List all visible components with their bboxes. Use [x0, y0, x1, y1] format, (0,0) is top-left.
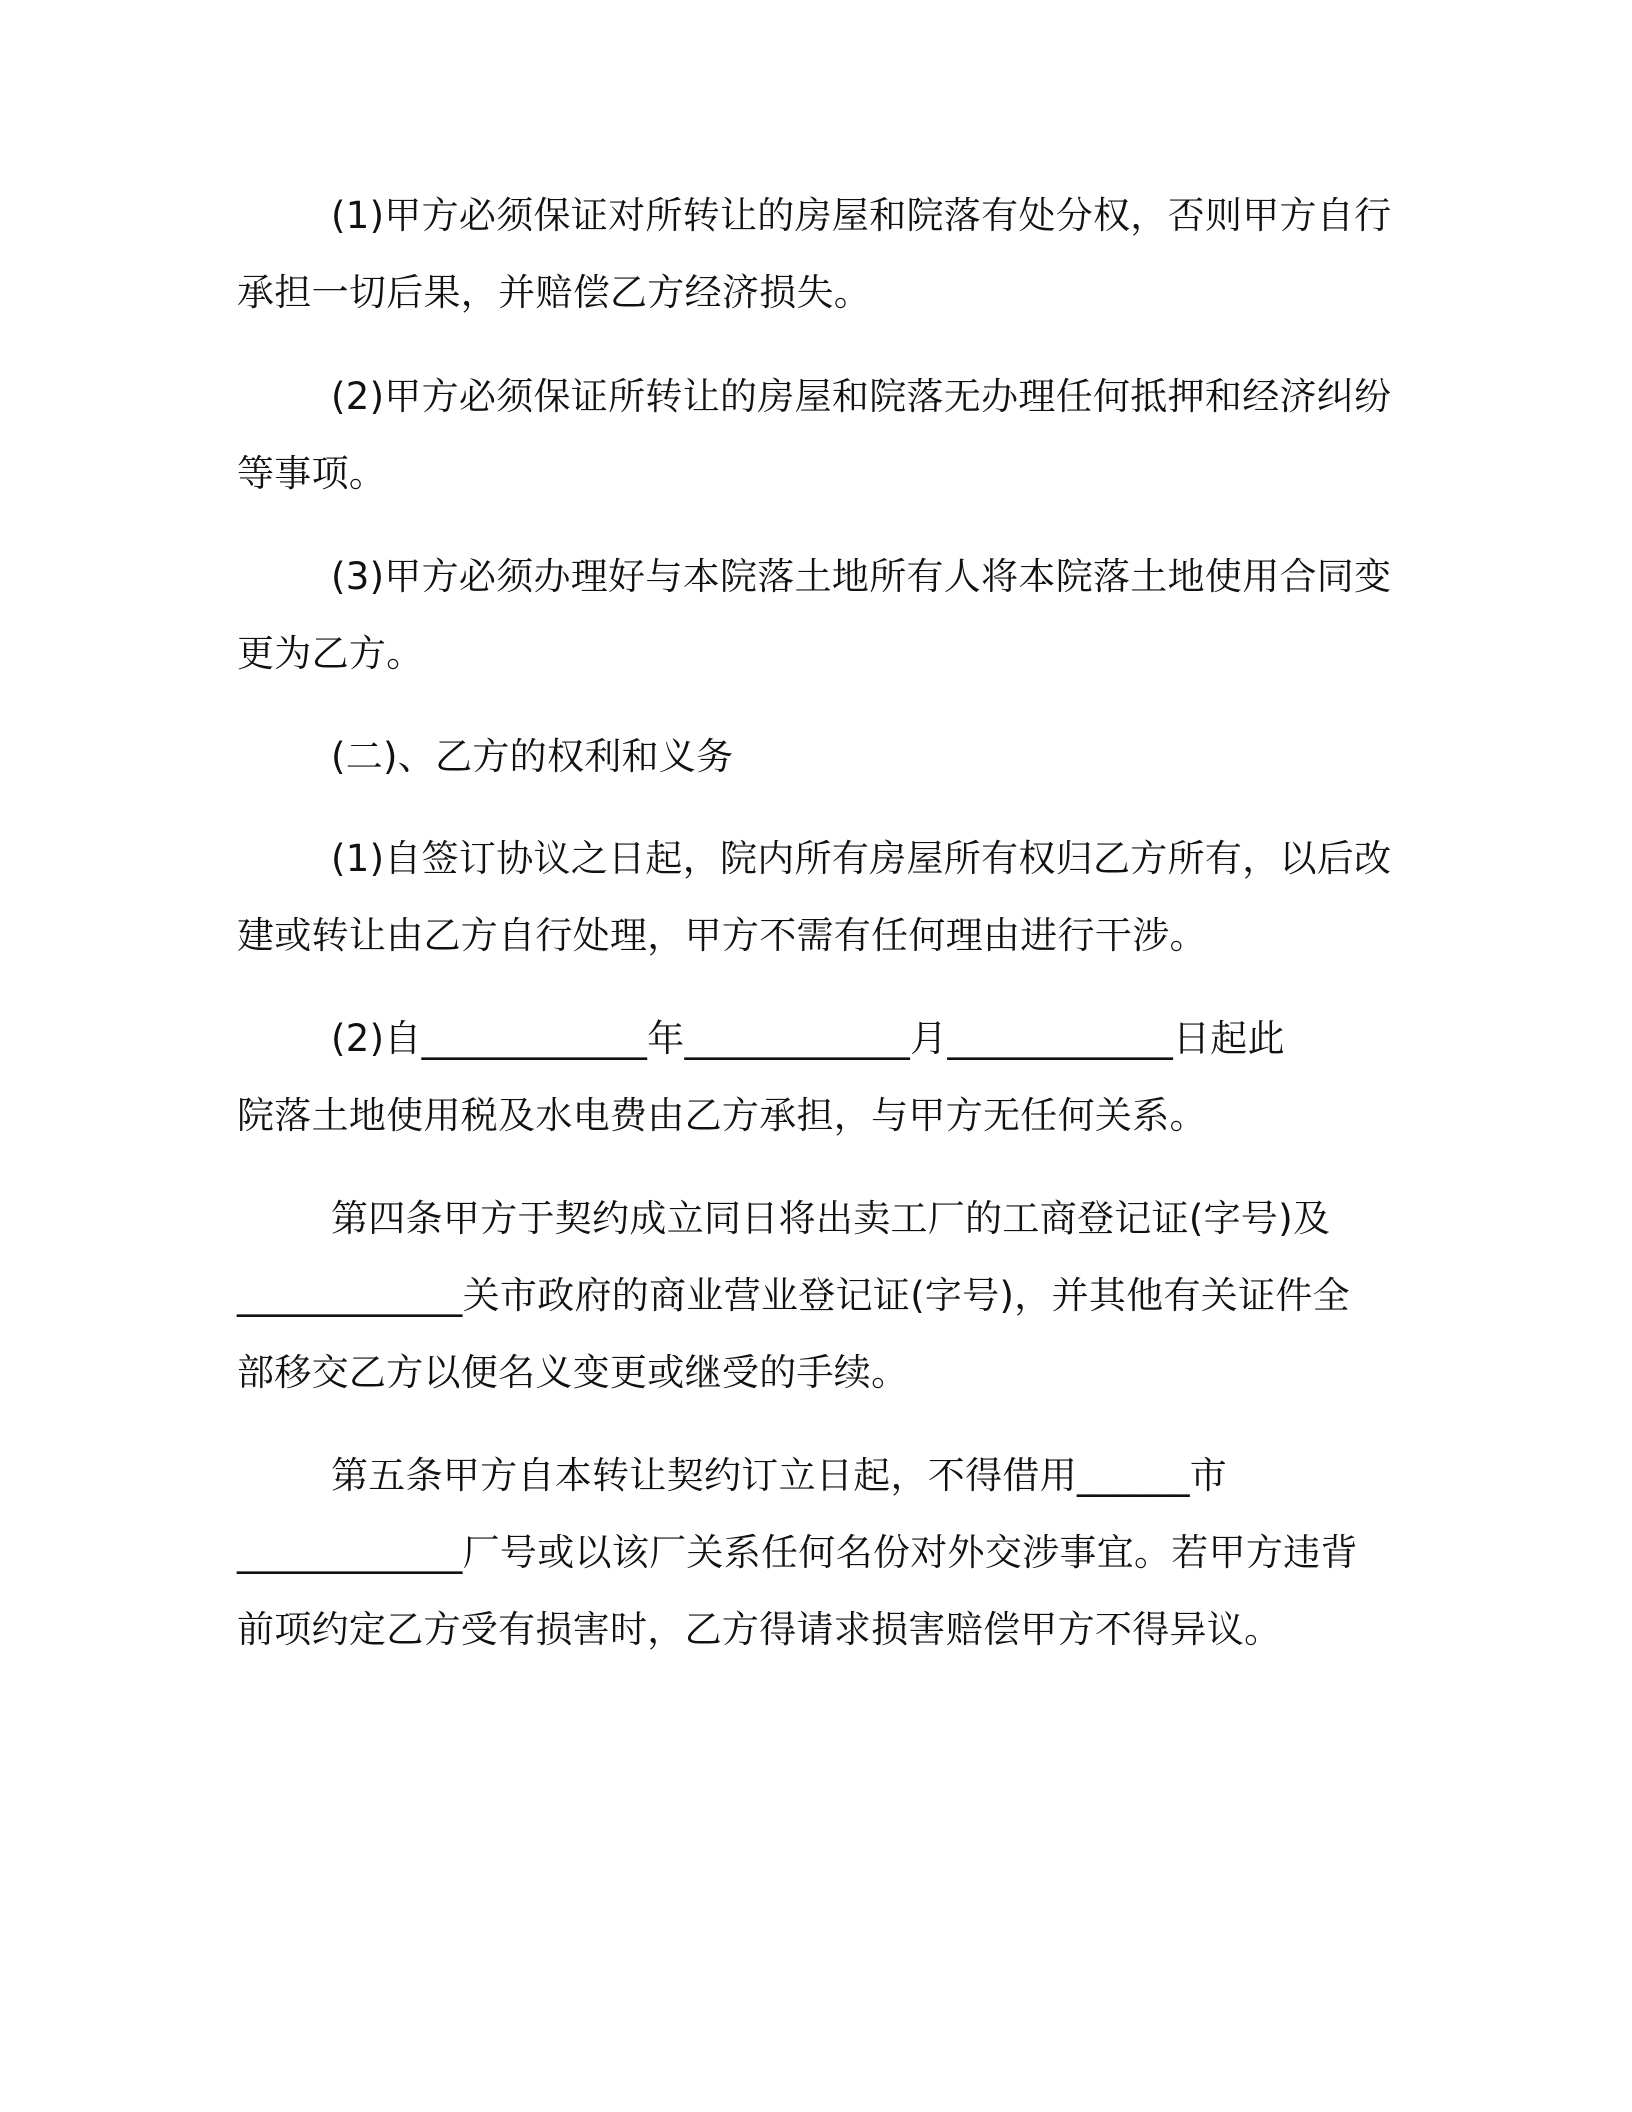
party-b-clause-2-line-1: (2)自____________年____________月____________日起此 [331, 1017, 1285, 1060]
section-heading: (二)、乙方的权利和义务 [331, 735, 734, 778]
article-5-line-1: 第五条甲方自本转让契约订立日起，不得借用______市 [331, 1454, 1228, 1497]
party-b-clause-2-line-2: 院落土地使用税及水电费由乙方承担，与甲方无任何关系。 [237, 1094, 1207, 1137]
clause-1-line-2: 承担一切后果，并赔偿乙方经济损失。 [237, 271, 872, 314]
party-b-clause-1-line-2: 建或转让由乙方自行处理，甲方不需有任何理由进行干涉。 [237, 914, 1207, 957]
article-5-line-2: ____________厂号或以该厂关系任何名份对外交涉事宜。若甲方违背 [237, 1531, 1358, 1574]
party-b-clause-1-line-1: (1)自签订协议之日起，院内所有房屋所有权归乙方所有，以后改 [331, 837, 1392, 880]
clause-3-line-2: 更为乙方。 [237, 632, 424, 675]
article-5-line-3: 前项约定乙方受有损害时，乙方得请求损害赔偿甲方不得异议。 [237, 1608, 1282, 1651]
clause-2-line-1: (2)甲方必须保证所转让的房屋和院落无办理任何抵押和经济纠纷 [331, 375, 1392, 418]
article-4-line-3: 部移交乙方以便名义变更或继受的手续。 [237, 1351, 909, 1394]
clause-1-line-1: (1)甲方必须保证对所转让的房屋和院落有处分权，否则甲方自行 [331, 194, 1392, 237]
clause-3-line-1: (3)甲方必须办理好与本院落土地所有人将本院落土地使用合同变 [331, 555, 1392, 598]
clause-2-line-2: 等事项。 [237, 452, 387, 495]
article-4-line-1: 第四条甲方于契约成立同日将出卖工厂的工商登记证(字号)及 [331, 1197, 1331, 1240]
article-4-line-2: ____________关市政府的商业营业登记证(字号)，并其他有关证件全 [237, 1274, 1350, 1317]
